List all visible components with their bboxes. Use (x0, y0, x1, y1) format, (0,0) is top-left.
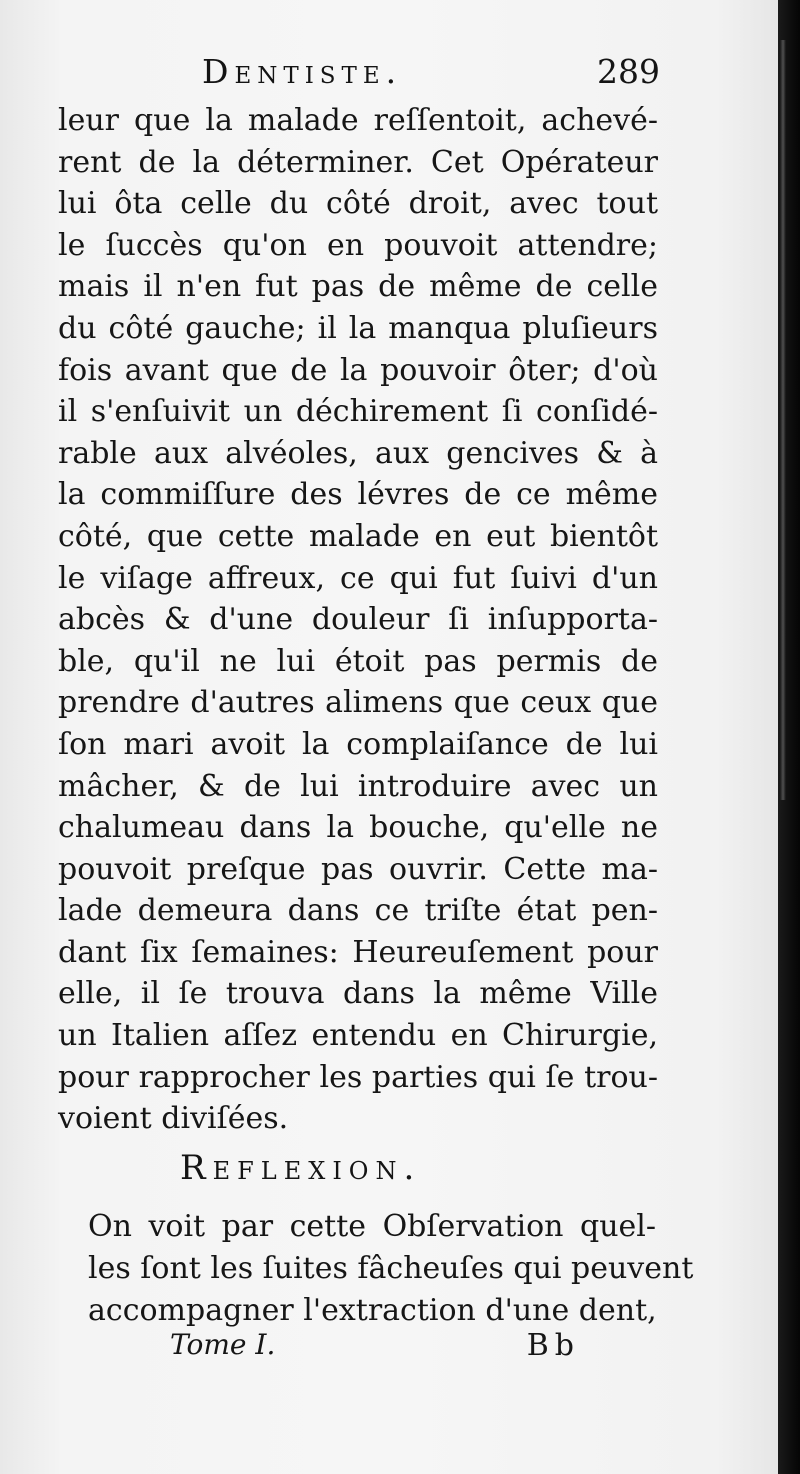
text-line: lui ôta celle du côté droit, avec tout (58, 186, 658, 222)
page-edge-highlight (780, 40, 786, 800)
text-line: rent de la déterminer. Cet Opérateur (58, 144, 658, 180)
section-heading: Reflexion. (180, 1148, 422, 1188)
text-line: prendre d'autres alimens que ceux que (58, 685, 658, 721)
text-line: lade demeura dans ce triſte état pen- (58, 893, 658, 929)
volume-label: Tome I. (170, 1328, 276, 1361)
text-line: accompagner l'extraction d'une dent, (88, 1293, 657, 1328)
text-line: voient diviſées. (58, 1101, 289, 1137)
text-line: chalumeau dans la bouche, qu'elle ne (58, 810, 658, 846)
text-line: la commiſſure des lévres de ce même (58, 477, 658, 513)
reflexion-paragraph (88, 1206, 694, 1332)
text-line: côté, que cette malade en eut bientôt (58, 518, 658, 554)
page-number: 289 (597, 52, 660, 91)
page-footer (170, 1328, 580, 1372)
running-head: Dentiste. (202, 52, 403, 91)
text-line: fois avant que de la pouvoir ôter; d'où (58, 352, 658, 388)
text-line: mâcher, & de lui introduire avec un (58, 768, 658, 804)
text-line: il s'enſuivit un déchirement ſi conſidé- (58, 394, 658, 430)
page-header (192, 48, 660, 100)
text-line: abcès & d'une douleur ſi inſupporta- (58, 602, 658, 638)
main-paragraph (58, 100, 658, 1140)
text-line: un Italien aſſez entendu en Chirurgie, (58, 1018, 658, 1054)
text-line: leur que la malade reſſentoit, achevé- (58, 103, 658, 138)
signature-mark: Bb (526, 1328, 580, 1363)
text-line: dant ſix ſemaines: Heureuſement pour (58, 934, 658, 970)
text-line: ſon mari avoit la complaiſance de lui (58, 726, 658, 762)
text-line: pouvoit preſque pas ouvrir. Cette ma- (58, 851, 658, 887)
text-line: les ſont les ſuites fâcheuſes qui peuvent (88, 1251, 694, 1286)
text-line: du côté gauche; il la manqua pluſieurs (58, 310, 658, 346)
text-line: le ſuccès qu'on en pouvoit attendre; (58, 227, 658, 263)
text-line: ble, qu'il ne lui étoit pas permis de (58, 643, 658, 679)
text-line: On voit par cette Obſervation quel- (88, 1209, 656, 1244)
text-line: le viſage affreux, ce qui fut ſuivi d'un (58, 560, 658, 596)
text-line: mais il n'en fut pas de même de celle (58, 269, 658, 305)
text-line: elle, il ſe trouva dans la même Ville (58, 976, 658, 1012)
text-line: rable aux alvéoles, aux gencives & à (58, 435, 658, 471)
text-line: pour rapprocher les parties qui ſe trou- (58, 1059, 658, 1095)
